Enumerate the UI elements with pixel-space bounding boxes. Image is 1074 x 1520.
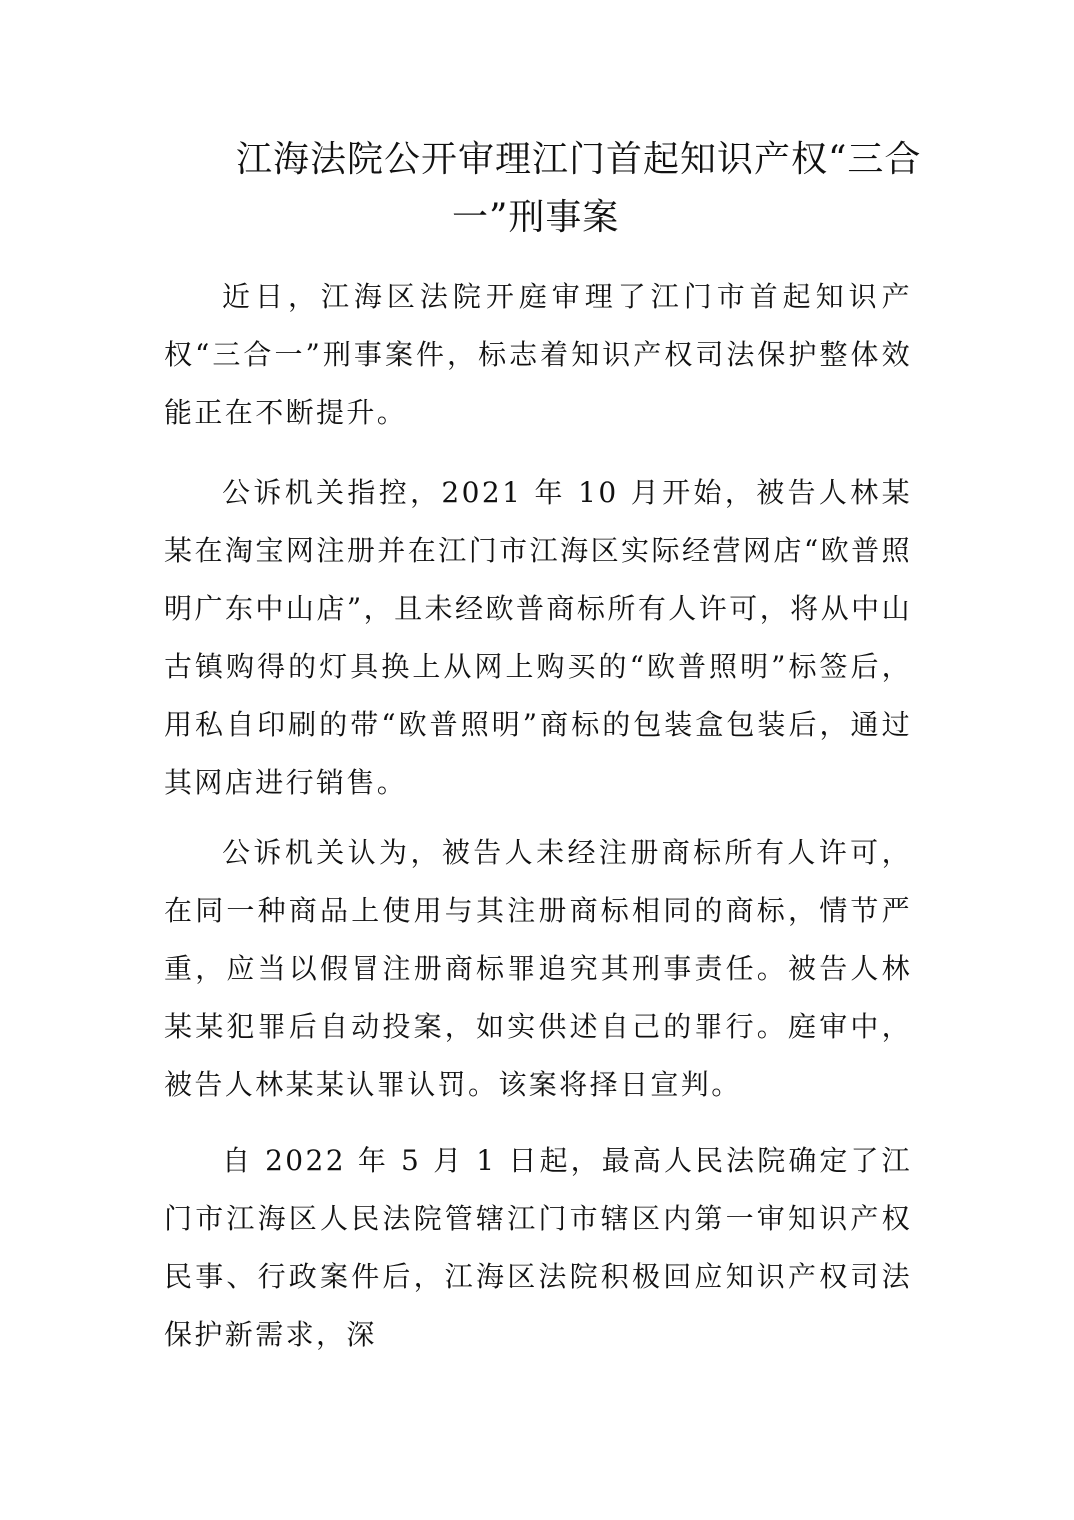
document-title-line-1: 江海法院公开审理江门首起知识产权“三合 (236, 139, 922, 180)
paragraph-2: 公诉机关指控，2021 年 10 月开始，被告人林某某在淘宝网注册并在江门市江海区实际经营网店“欧普照明广东中山店”，且未经欧普商标所有人许可，将从中山古镇购得的灯具换上从网上购买的“欧普照明”标签后，用私自印刷的带“欧普照明”商标的包装盒包装后，通过其网店进行销售。 (164, 476, 912, 799)
paragraph-1: 近日，江海区法院开庭审理了江门市首起知识产权“三合一”刑事案件，标志着知识产权司法保护整体效能正在不断提升。 (164, 280, 912, 429)
paragraph-4: 自 2022 年 5 月 1 日起，最高人民法院确定了江门市江海区人民法院管辖江门市辖区内第一审知识产权民事、行政案件后，江海区法院积极回应知识产权司法保护新需求，深 (164, 1144, 912, 1351)
document-title-line-2: 一”刑事案 (452, 197, 620, 238)
paragraph-3: 公诉机关认为，被告人未经注册商标所有人许可，在同一种商品上使用与其注册商标相同的商标，情节严重，应当以假冒注册商标罪追究其刑事责任。被告人林某某犯罪后自动投案，如实供述自己的罪行。庭审中，被告人林某某认罪认罚。该案将择日宣判。 (164, 836, 912, 1101)
